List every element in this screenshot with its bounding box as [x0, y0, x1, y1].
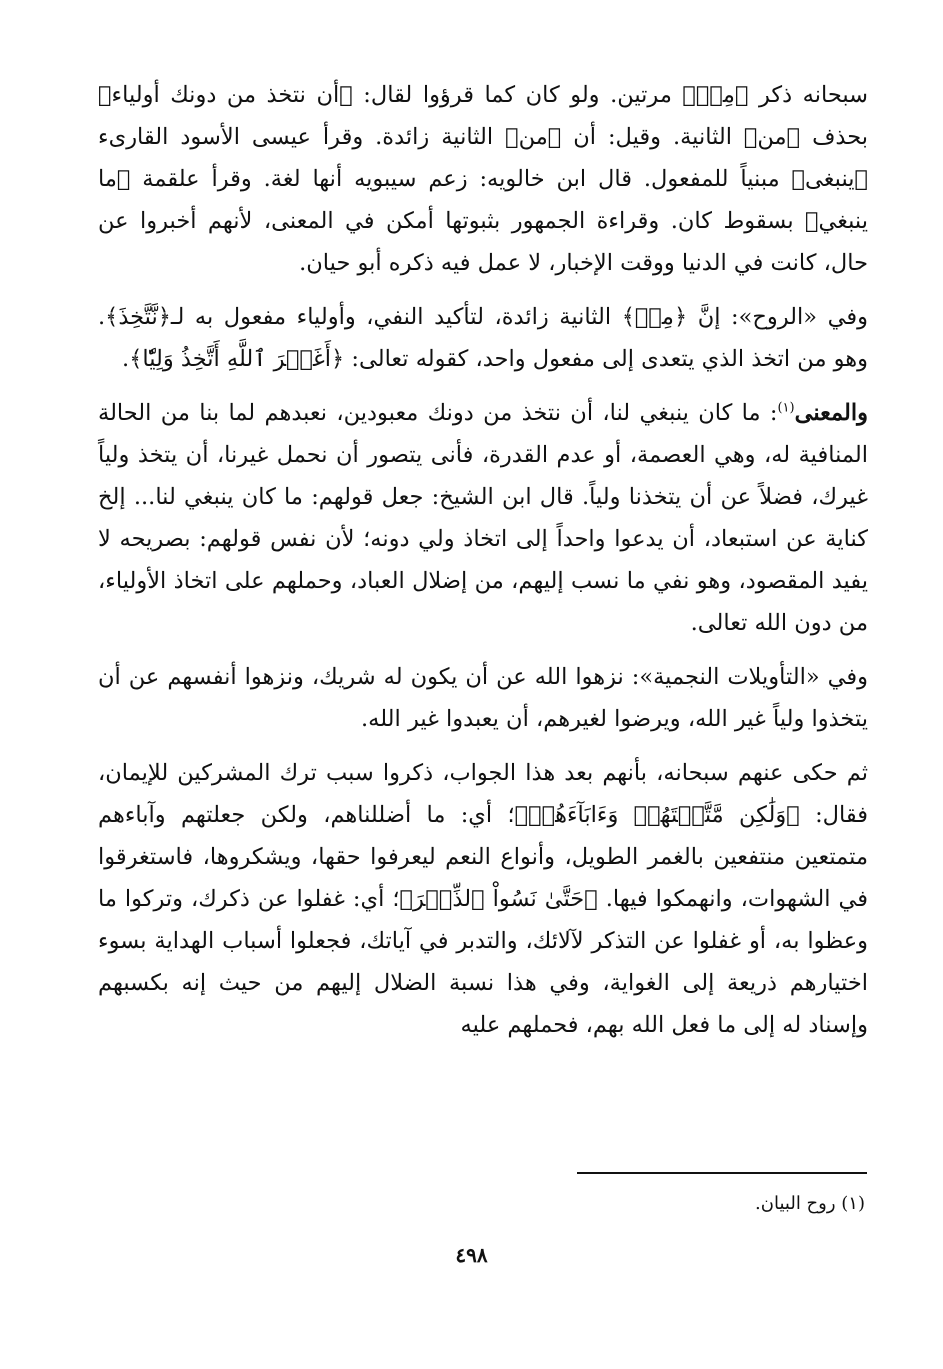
- paragraph-3: [98, 392, 868, 644]
- paragraph-5: ثم حكى عنهم سبحانه، بأنهم بعد هذا الجواب، ذكروا سبب ترك المشركين للإيمان، فقال: ﴿وَلَٰكِن مَّتَّعۡتَهُمۡ وَءَابَآءَهُمۡ﴾؛ أي: ما أضللناهم، ولكن جعلتهم وآباءهم متمتعين منتفعين بالغمر الطويل، وأنواع النعم ليعرفوا حقها، ويشكروها، فاستغرقوا في الشهوات، وانهمكوا فيها. ﴿حَتَّىٰ نَسُواْ ٱلذِّكۡرَ﴾؛ أي: غفلوا عن ذكرك، وتركوا ما وعظوا به، أو غفلوا عن التذكر لآلائك، والتدبر في آياتك، فجعلوا أسباب الهداية بسوء اختيارهم ذريعة إلى الغواية، وفي هذا نسبة الضلال إليهم من حيث إنه بكسبهم وإسناد له إلى ما فعل الله بهم، فحملهم عليه: [98, 760, 868, 1038]
- paragraph-2: وفي «الروح»: إنَّ ﴿مِنۡ﴾ الثانية زائدة، لتأكيد النفي، وأولياء مفعول به لـ﴿نَّتَّخِذَ﴾. وهو من اتخذ الذي يتعدى إلى مفعول واحد، كقوله تعالى: ﴿أَغَيۡرَ ٱللَّهِ أَتَّخِذُ وَلِيّٗا﴾.: [98, 304, 868, 372]
- page-number: ٤٩٨: [455, 1243, 488, 1267]
- paragraph-1: سبحانه ذكر ﴿مِنۡ﴾ مرتين. ولو كان كما قرؤوا لقال: ﴿أن نتخذ من دونك أولياء﴾ بحذف ﴿من﴾ الثانية. وقيل: أن ﴿من﴾ الثانية زائدة. وقرأ عيسى الأسود القارىء ﴿ينبغى﴾ مبنياً للمفعول. قال ابن خالويه: زعم سيبويه أنها لغة. وقرأ علقمة ﴿ما ينبغي﴾ بسقوط كان. وقراءة الجمهور بثبوتها أمكن في المعنى، لأنهم أخبروا عن حال، كانت في الدنيا ووقت الإخبار، لا عمل فيه ذكره أبو حيان.: [98, 82, 868, 276]
- paragraph-3-body: : ما كان ينبغي لنا، أن نتخذ من دونك معبودين، نعبدهم لما بنا من الحالة المنافية له، وهي العصمة، أو عدم القدرة، فأنى يتصور أن نحمل غيرنا، أن يتخذ ولياً غيرك، فضلاً عن أن يتخذنا ولياً. قال ابن الشيخ: جعل قولهم: ما كان ينبغي لنا... إلخ كناية عن استبعاد، أن يدعوا واحداً إلى اتخاذ ولي دونه؛ لأن نفس قولهم: بصريحه لا يفيد المقصود، وهو نفي ما نسب إليهم، من إضلال العباد، وحملهم على اتخاذ الأولياء، من دون الله تعالى.: [98, 400, 868, 636]
- footnote: (١) روح البيان.: [755, 1193, 865, 1214]
- paragraph-3-lead: والمعنى: [794, 400, 868, 426]
- footnote-divider: [577, 1172, 867, 1174]
- main-text: [98, 74, 868, 1046]
- paragraph-4: وفي «التأويلات النجمية»: نزهوا الله عن أن يكون له شريك، ونزهوا أنفسهم عن أن يتخذوا ولياً غير الله، ويرضوا لغيرهم، أن يعبدوا غير الله.: [98, 664, 868, 732]
- footnote-marker: (١): [777, 400, 795, 416]
